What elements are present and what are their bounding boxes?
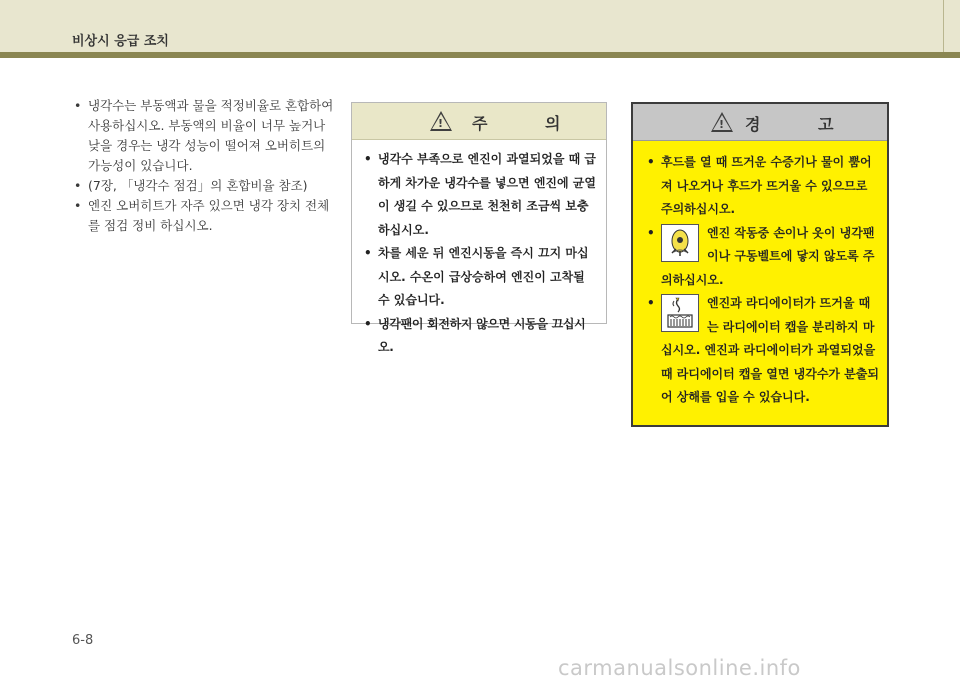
caution-title: 주 의 bbox=[472, 114, 587, 133]
header-bar bbox=[0, 52, 960, 58]
list-item-text: 엔진 작동중 손이나 옷이 냉각팬이나 구동벨트에 닿지 않도록 주의하십시오. bbox=[661, 225, 875, 287]
caution-header bbox=[352, 103, 606, 140]
header-divider bbox=[943, 0, 944, 52]
list-item: • 엔진 오버히트가 자주 있으면 냉각 장치 전체를 점검 정비 하십시오. bbox=[72, 196, 334, 236]
list-item: • 냉각팬이 회전하지 않으면 시동을 끄십시오. bbox=[364, 313, 598, 360]
fan-hazard-icon bbox=[661, 224, 699, 262]
section-title: 비상시 응급 조치 bbox=[72, 34, 169, 49]
list-item: • 차를 세운 뒤 엔진시동을 즉시 끄지 마십시오. 수온이 급상승하여 엔진이 고착될 수 있습니다. bbox=[364, 242, 598, 313]
page-number: 6-8 bbox=[72, 633, 94, 648]
page-header bbox=[0, 0, 960, 58]
caution-box bbox=[351, 102, 607, 354]
exclamation-mark: ! bbox=[719, 118, 725, 131]
caution-list bbox=[352, 140, 606, 360]
list-item bbox=[647, 292, 879, 410]
warning-list bbox=[633, 141, 887, 410]
list-item bbox=[647, 151, 879, 222]
exclamation-mark: ! bbox=[438, 117, 444, 130]
list-item bbox=[647, 222, 879, 293]
coolant-notes-list bbox=[72, 96, 334, 236]
list-item: • 냉각수는 부동액과 물을 적정비율로 혼합하여 사용하십시오. 부동액의 비율이 너무 높거나 낮을 경우는 냉각 성능이 떨어져 오버히트의 가능성이 있습니다. bbox=[72, 96, 334, 176]
list-item-text: 엔진과 라디에이터가 뜨거울 때는 라디에이터 캡을 분리하지 마십시오. 엔진과 라디에이터가 과열되었을 때 라디에이터 캡을 열면 냉각수가 분출되어 상해를 입을 수 있습니다. bbox=[661, 296, 879, 404]
watermark: carmanualsonline.info bbox=[558, 656, 801, 680]
warning-box bbox=[631, 102, 889, 427]
list-item: • 냉각수 부족으로 엔진이 과열되었을 때 급하게 차가운 냉각수를 넣으면 엔진에 균열이 생길 수 있으므로 천천히 조금씩 보충하십시오. bbox=[364, 148, 598, 242]
radiator-hot-icon bbox=[661, 294, 699, 332]
list-item: • (7장, 「냉각수 점검」의 혼합비율 참조) bbox=[72, 176, 334, 196]
list-item-text: 후드를 열 때 뜨거운 수증기나 물이 뿜어져 나오거나 후드가 뜨거울 수 있으므로 주의하십시오. bbox=[661, 155, 872, 216]
warning-title: 경 고 bbox=[745, 115, 860, 134]
warning-header bbox=[633, 104, 887, 141]
